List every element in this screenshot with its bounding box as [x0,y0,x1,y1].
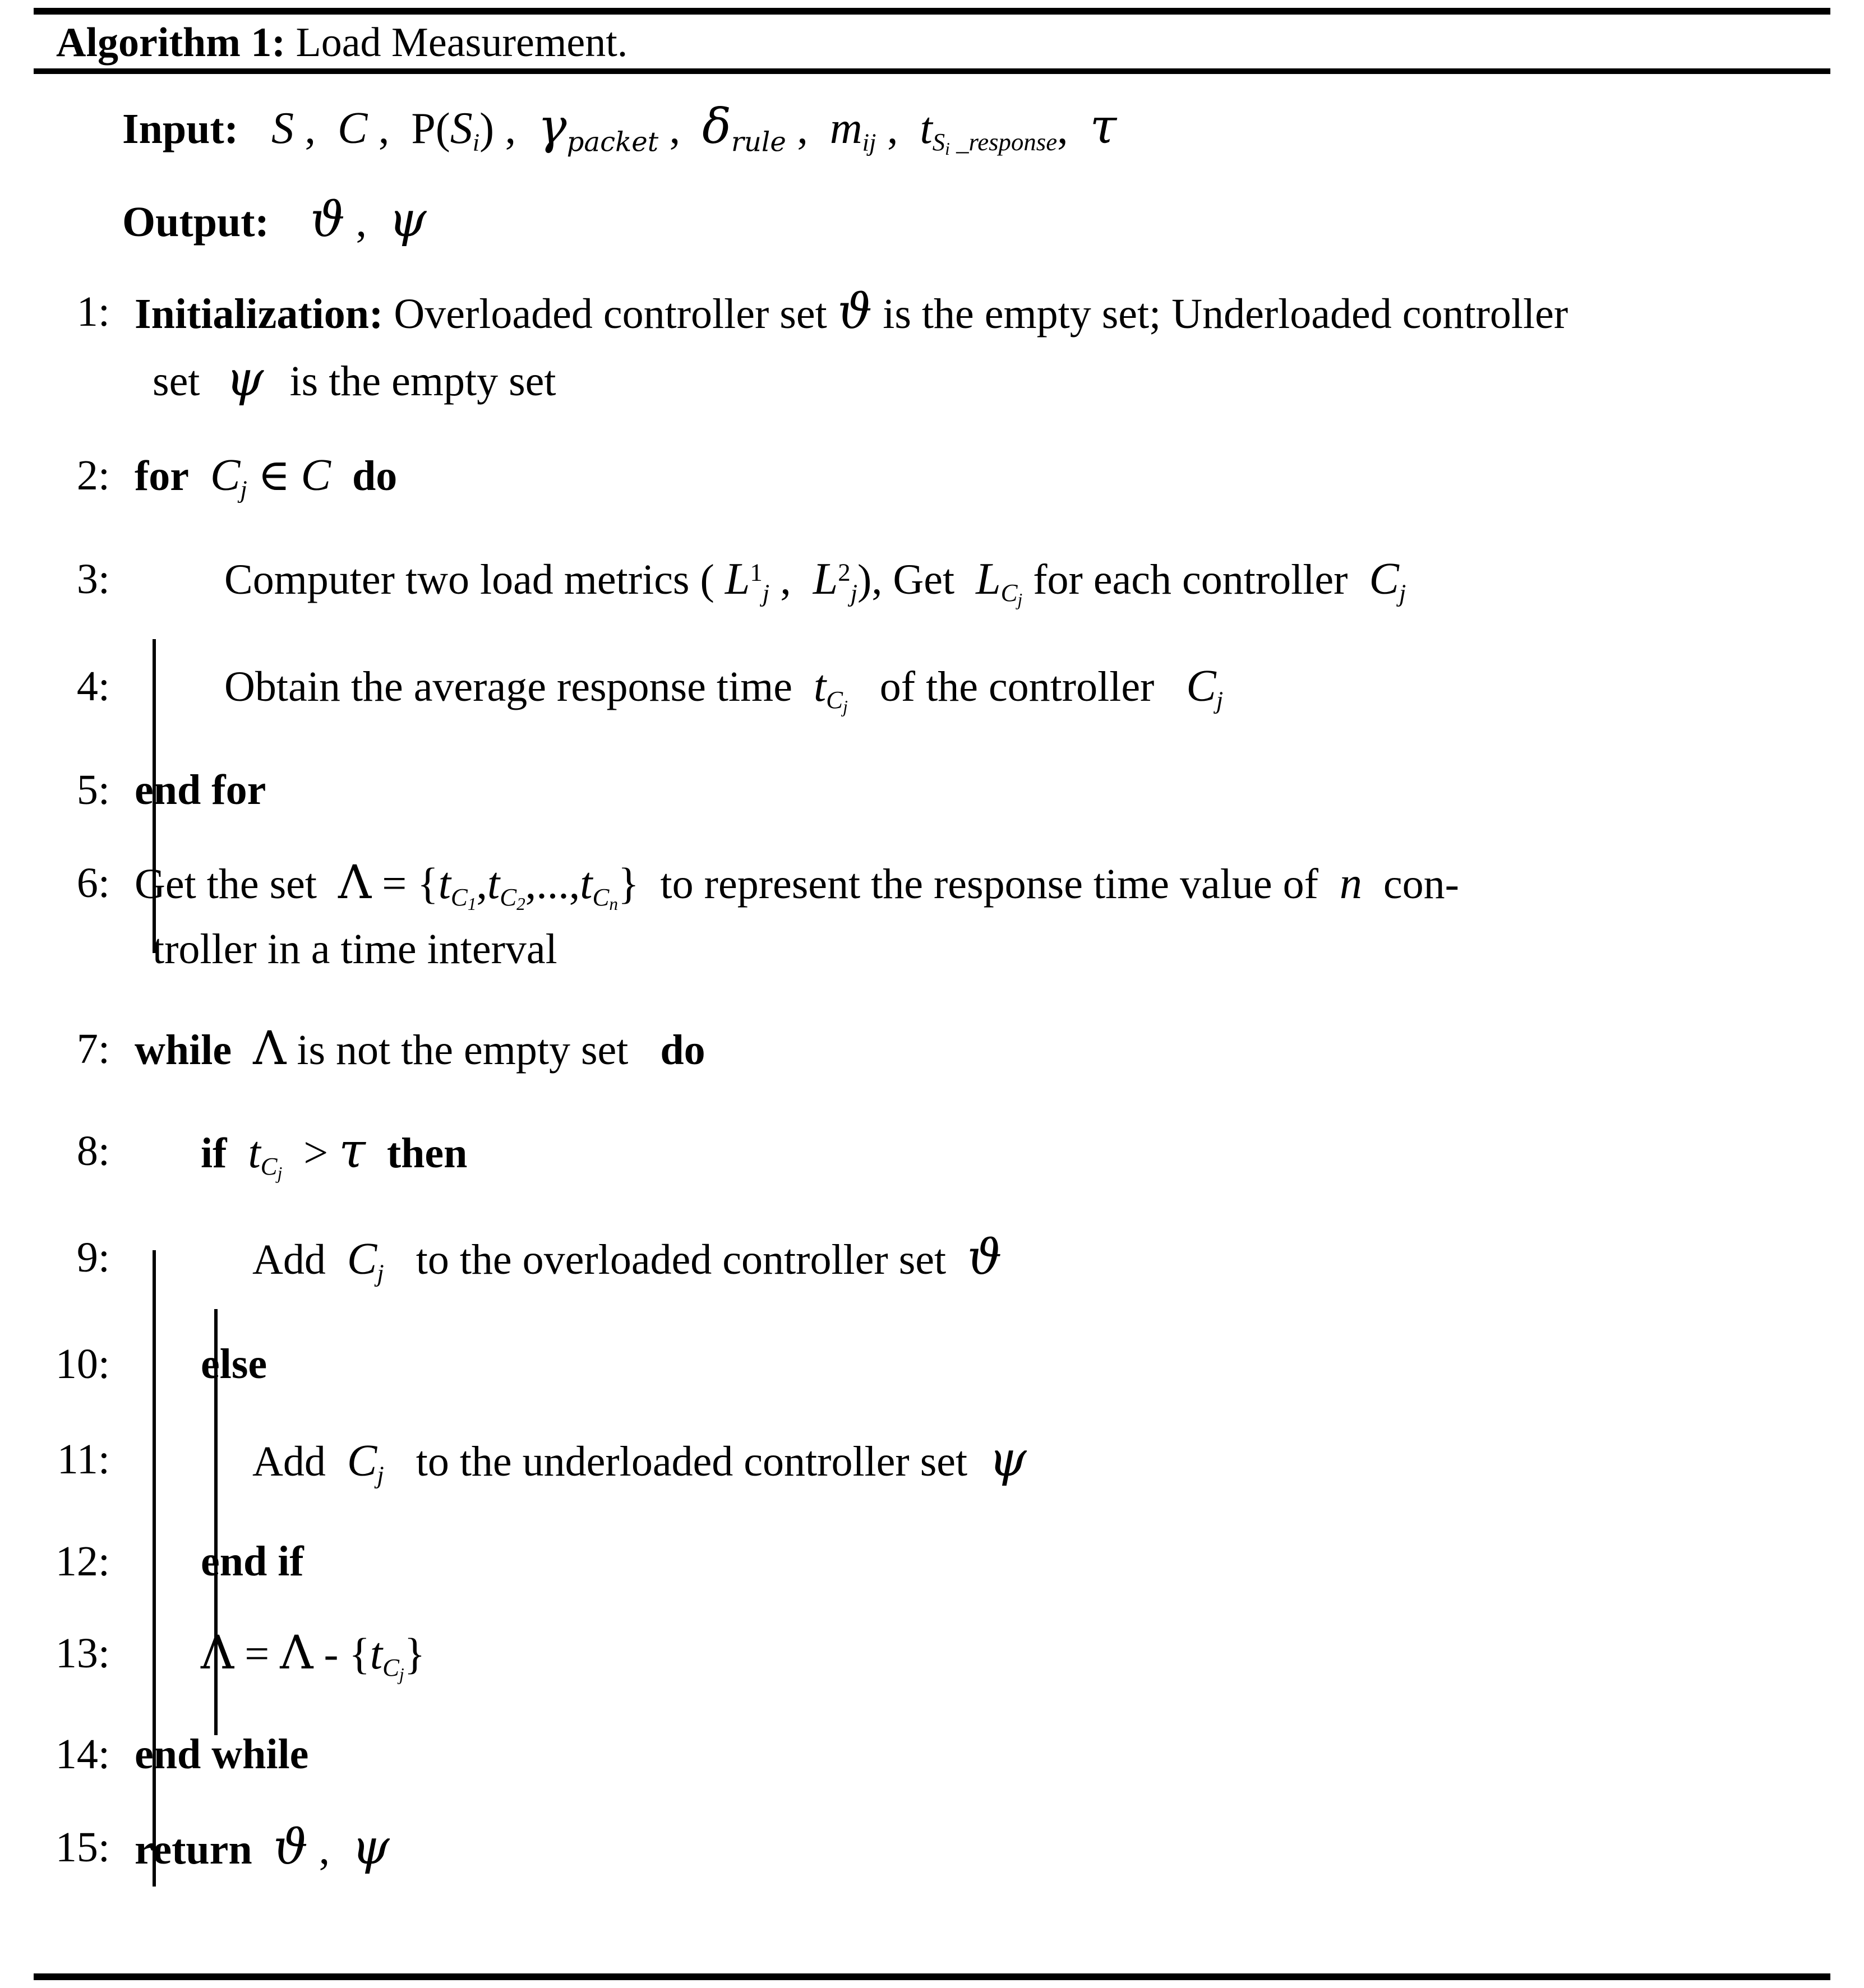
step-10 [0,1335,1864,1393]
step-7-number: 7: [76,1025,110,1072]
step-1-rest: Overloaded controller set [394,290,827,338]
input-label: Input: [122,105,238,152]
step-6-lead: Get the set [135,861,317,908]
symbol-psi-15: ψ [352,1819,390,1875]
step-2-number: 2: [76,452,110,499]
step-4 [0,657,1864,716]
symbol-L2j: $L^2_j$ [813,554,858,607]
symbol-Lambda-6: Λ [338,856,372,909]
step-7-keyword-do: do [660,1027,705,1074]
comma-1: , [294,104,338,152]
step-12 [0,1532,1864,1591]
step-11-number: 11: [57,1436,110,1483]
step-11-text [252,1430,1864,1491]
step-3-tail: for each controller [1033,556,1348,603]
symbol-Lambda-7: Λ [253,1022,287,1075]
input-symbol-delta-rule: $\delta_{rule}$ [702,99,786,158]
symbol-vartheta-9: ϑ [967,1229,1002,1286]
symbol-n-6: n [1339,859,1362,908]
step-2-text [135,446,1864,505]
step-12-number: 12: [55,1538,110,1585]
symbol-tCj-4: $t_{C_j}$ [813,662,848,717]
step-15-text [135,1818,1864,1879]
algorithm-title-label: Algorithm 1: [56,20,285,66]
step-14 [0,1725,1864,1783]
symbol-L1j: $L^1_j$ [725,554,770,607]
title-separator-rule [34,68,1830,74]
step-12-text: end if [201,1538,304,1585]
step-9 [0,1228,1864,1289]
step-6-text [135,854,1864,913]
symbol-Cj-3: $C_j$ [1369,554,1406,607]
symbol-set-13: $\{t_{C_j}\}$ [349,1629,426,1685]
step-1-keyword: Initialization: [135,290,384,338]
step-1-cont-tail: is the empty set [289,358,556,405]
comma-3: , [494,104,538,152]
step-4-lead: Obtain the average response time [224,663,792,710]
step-7-text [135,1020,1864,1079]
symbol-LCj: $L_{C_j}$ [976,554,1023,610]
step-3-number: 3: [76,556,110,603]
input-symbol-S: S [249,104,294,153]
symbol-eq-13: = [244,1629,270,1678]
symbol-Cj-4: $C_j$ [1186,662,1224,714]
step-6-number: 6: [76,859,110,907]
step-2-keyword-for: for [135,452,190,500]
step-7-mid: is not the empty set [297,1027,629,1074]
step-13-text [201,1624,1864,1684]
symbol-in-2: ∈ [257,451,290,500]
step-8-keyword-if: if [201,1130,227,1177]
algorithm-title-name: Load Measurement. [296,20,628,66]
symbol-vartheta-15: ϑ [273,1819,308,1875]
step-15-number: 15: [55,1824,110,1871]
algorithm-title [56,17,628,68]
comma-2: , [367,104,412,152]
step-8-keyword-then: then [386,1130,468,1177]
step-3 [0,550,1864,609]
step-1-number: 1: [76,288,110,335]
symbol-Cj-2: $C_j$ [210,451,247,503]
step-1 [0,283,1864,413]
step-3-get: ), Get [857,556,955,603]
step-8-number: 8: [76,1127,110,1175]
step-7 [0,1020,1864,1079]
symbol-tCj-8: $t_{C_j}$ [248,1128,283,1183]
step-2 [0,446,1864,505]
input-symbol-PSi: $P(S_i)$ [411,104,495,156]
symbol-psi-1: ψ [210,351,279,407]
comma-5: , [786,104,830,152]
step-15-keyword-return: return [135,1826,252,1873]
step-11-add: Add [252,1438,326,1485]
symbol-Cj-9: $C_j$ [347,1235,384,1287]
step-5-number: 5: [76,766,110,813]
step-9-tail: to the overloaded controller set [416,1236,947,1283]
symbol-Cj-11: $C_j$ [347,1436,384,1489]
symbol-tau-8: τ [339,1123,366,1179]
input-symbol-C: C [338,104,368,153]
input-symbol-gamma-packet: $\gamma_{packet}$ [538,99,659,158]
step-9-add: Add [252,1236,326,1283]
output-symbol-psi: ψ [389,192,427,248]
symbol-psi-11: ψ [989,1431,1027,1487]
input-symbol-tau: τ [1090,99,1117,155]
step-5-text: end for [135,766,266,813]
output-symbol-vartheta: ϑ [279,192,345,248]
symbol-C-2: C [301,451,331,500]
step-6-continuation: troller in a time interval [153,926,557,973]
symbol-gt-8: > [303,1128,329,1177]
input-symbol-mij: $m_{ij}$ [829,104,876,156]
bottom-rule [34,1973,1830,1980]
step-9-text [252,1228,1864,1289]
comma-15: , [308,1824,352,1873]
step-1-set-word: set [153,358,200,405]
step-10-number: 10: [55,1340,110,1388]
step-4-text [224,657,1864,716]
step-7-keyword-while: while [135,1027,232,1074]
step-6-tail: to represent the response time value of [660,861,1318,908]
step-1-tail: is the empty set; Underloaded controller [883,290,1568,338]
step-11-tail: to the underloaded controller set [416,1438,968,1485]
step-9-number: 9: [76,1234,110,1281]
step-13-number: 13: [55,1630,110,1677]
output-line [0,186,1864,256]
step-4-tail: of the controller [879,663,1155,710]
step-4-number: 4: [76,663,110,710]
algorithm-body [0,84,1864,1966]
step-13 [0,1624,1864,1684]
symbol-vartheta-1: ϑ [837,284,873,340]
symbol-minus-13: - [324,1629,339,1678]
input-symbol-t-response: $t_{S_i \_response}$ [920,104,1058,159]
step-8 [0,1122,1864,1182]
comma-4: , [658,104,703,152]
top-rule [34,8,1830,15]
comma-6: , [876,104,920,152]
step-5 [0,761,1864,819]
step-8-text [201,1122,1864,1182]
step-11 [0,1430,1864,1491]
step-1-continuation [153,348,1864,413]
symbol-Lambda-13a: Λ [201,1626,234,1680]
step-6 [0,854,1864,981]
symbol-Lambda-13b: Λ [280,1626,313,1680]
step-3-lead: Computer two load metrics ( [224,556,714,603]
comma-8: , [345,197,389,246]
comma-7: , [1057,104,1090,152]
comma-9: , [780,554,813,603]
step-14-text: end while [135,1731,309,1778]
symbol-eq-6: = [382,859,407,908]
step-6-hyphen: con- [1383,861,1459,908]
step-14-number: 14: [55,1731,110,1778]
step-15 [0,1818,1864,1879]
input-line [0,93,1864,163]
step-10-text: else [201,1340,267,1388]
output-label: Output: [122,198,269,246]
step-1-text [135,283,1864,343]
step-2-keyword-do: do [352,452,398,500]
symbol-set-6: $\{t_{C_1},t_{C_2},...,t_{C_n}\}$ [417,859,639,914]
step-3-text [224,550,1864,609]
